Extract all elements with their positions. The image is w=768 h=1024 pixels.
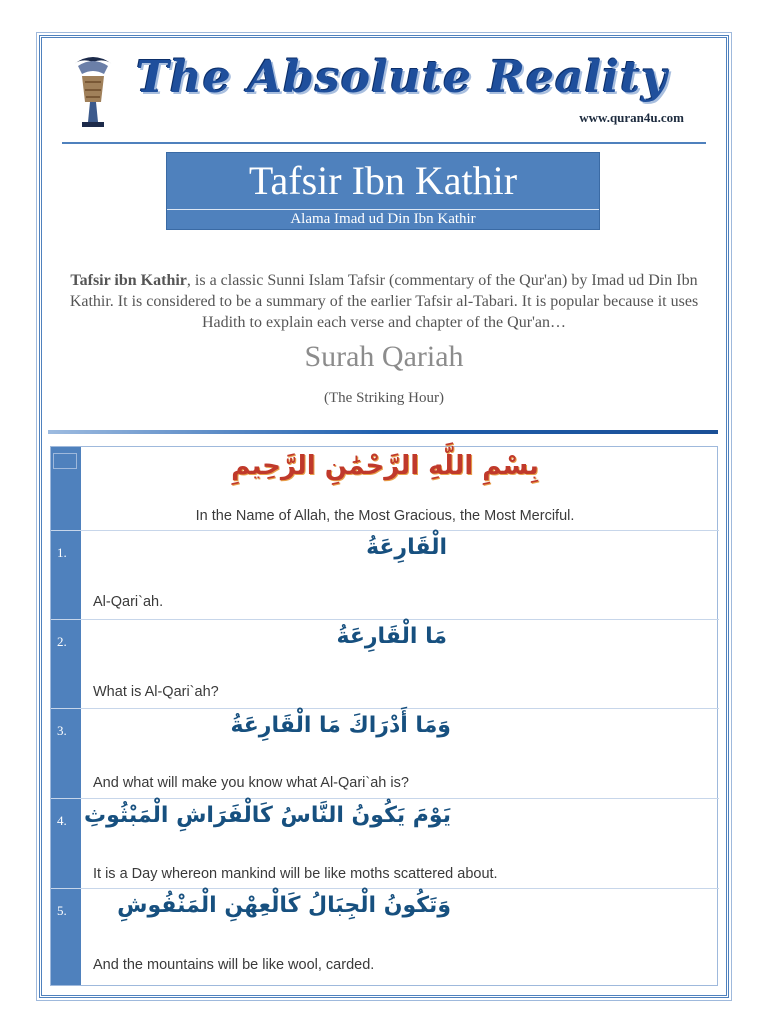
title-box — [166, 152, 600, 230]
verse-arabic: مَا الْقَارِعَةُ — [336, 624, 447, 649]
intro-lead: Tafsir ibn Kathir — [70, 272, 187, 289]
intro-paragraph — [64, 270, 704, 333]
verse-table — [50, 446, 718, 986]
verse-english: Al-Qari`ah. — [93, 594, 164, 610]
banner-divider — [62, 142, 706, 144]
verse-row — [51, 709, 719, 799]
banner-url: www.quran4u.com — [579, 110, 684, 125]
quran-stand-logo-icon — [68, 52, 118, 130]
verse-row — [51, 620, 719, 709]
verse-row — [51, 799, 719, 889]
verse-arabic: وَمَا أَدْرَاكَ مَا الْقَارِعَةُ — [230, 713, 451, 738]
verse-number: 2. — [57, 634, 67, 649]
page-subtitle: Alama Imad ud Din Ibn Kathir — [290, 211, 476, 227]
verse-arabic: الْقَارِعَةُ — [366, 535, 447, 560]
verse-english: It is a Day whereon mankind will be like moths scattered about. — [93, 866, 498, 882]
page-title: Tafsir Ibn Kathir — [248, 158, 518, 203]
intro-text: , is a classic Sunni Islam Tafsir (commentary of the Qur'an) by Imad ud Din Ibn Kathir. It is considered to be a summary of the earlier Tafsir al-Tabari. It is popular because it uses Hadith to explain each verse and chapter of the Qur'an… — [69, 272, 699, 331]
bismillah-row — [51, 447, 719, 531]
verse-row — [51, 531, 719, 620]
verse-number: 1. — [57, 545, 67, 560]
surah-meaning: (The Striking Hour) — [324, 390, 444, 406]
bismillah-arabic: بِسْمِ اللَّهِ الرَّحْمَٰنِ الرَّحِيمِ — [231, 451, 539, 481]
bismillah-english: In the Name of Allah, the Most Gracious, the Most Merciful. — [195, 508, 575, 524]
title-divider — [167, 209, 599, 210]
verse-number: 3. — [57, 723, 67, 738]
verse-number: 5. — [57, 903, 67, 918]
verse-arabic: وَتَكُونُ الْجِبَالُ كَالْعِهْنِ الْمَنْفُوشِ — [117, 893, 451, 918]
verse-row — [51, 889, 719, 986]
section-divider — [48, 430, 718, 434]
banner-title: The Absolute Reality — [136, 52, 668, 103]
site-banner — [68, 48, 702, 134]
verse-arabic: يَوْمَ يَكُونُ النَّاسُ كَالْفَرَاشِ الْمَبْثُوثِ — [84, 803, 451, 828]
verse-english: And what will make you know what Al-Qari`ah is? — [93, 775, 409, 791]
verse-english: What is Al-Qari`ah? — [93, 684, 219, 700]
verse-english: And the mountains will be like wool, carded. — [93, 957, 375, 973]
surah-name: Surah Qariah — [304, 340, 464, 373]
verse-number: 4. — [57, 813, 67, 828]
